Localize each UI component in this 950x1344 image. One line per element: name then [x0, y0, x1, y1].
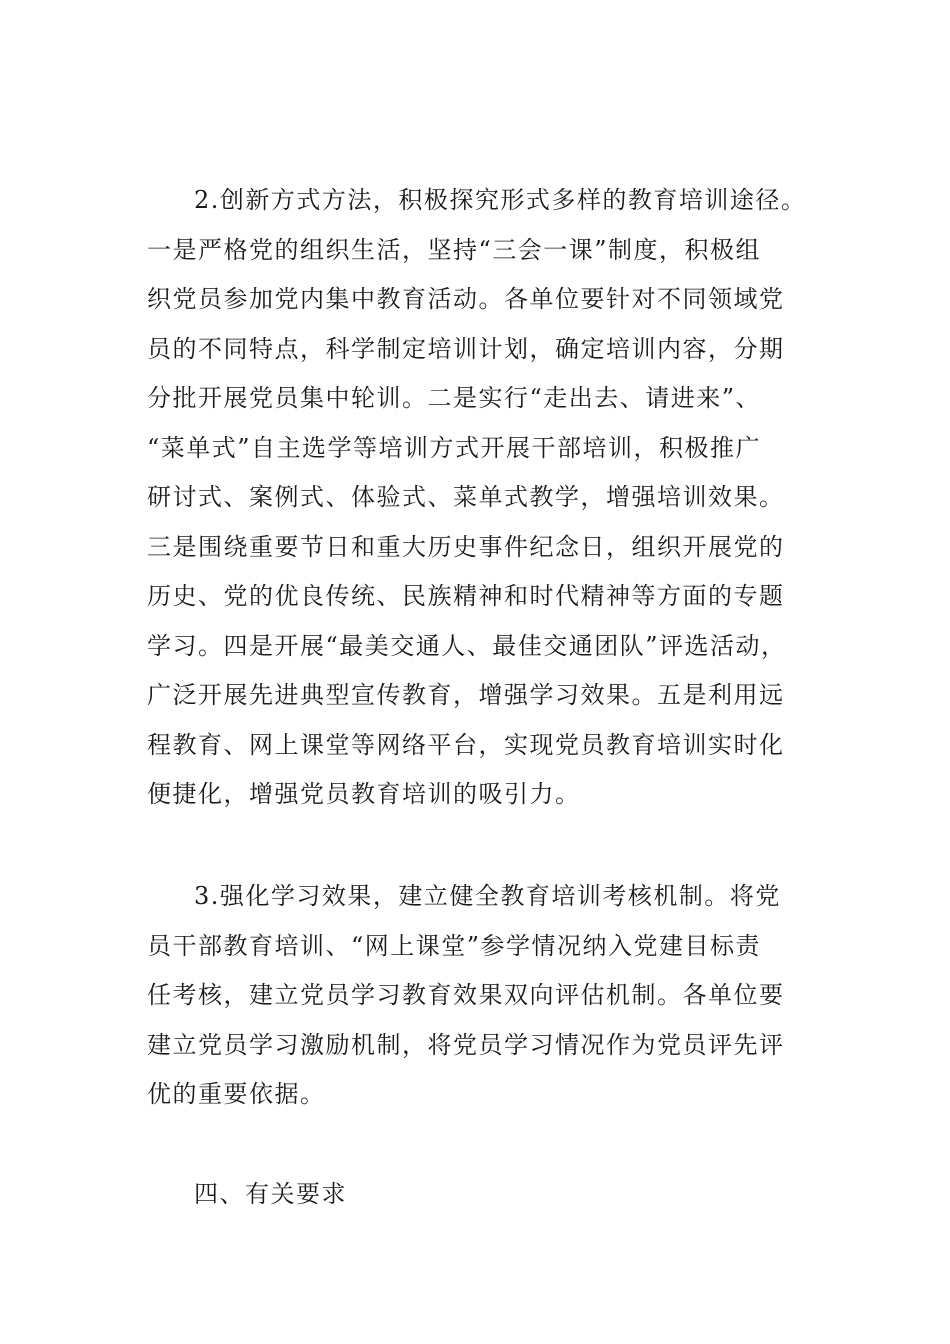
paragraph-line: 广泛开展先进典型宣传教育，增强学习效果。五是利用远	[147, 681, 785, 709]
paragraph-line: 程教育、网上课堂等网络平台，实现党员教育培训实时化	[147, 730, 785, 759]
paragraph-line: 优的重要依据。	[147, 1080, 326, 1108]
paragraph-line: 学习。四是开展“最美交通人、最佳交通团队”评选活动，	[147, 631, 787, 660]
section-heading-requirements	[147, 1170, 827, 1220]
paragraph-line: 历史、党的优良传统、民族精神和时代精神等方面的专题	[147, 582, 785, 610]
paragraph-line: 任考核，建立党员学习教育效果双向评估机制。各单位要	[147, 981, 785, 1009]
paragraph-line: 员的不同特点，科学制定培训计划，确定培训内容，分期	[147, 334, 785, 363]
section-heading: 四、有关要求	[194, 1180, 347, 1208]
paragraph-line: 分批开展党员集中轮训。二是实行“走出去、请进来”、	[147, 384, 762, 412]
paragraph-innovate-methods	[147, 176, 827, 820]
paragraph-line: “菜单式”自主选学等培训方式开展干部培训，积极推广	[147, 433, 762, 462]
paragraph-line: 一是严格党的组织生活，坚持“三会一课”制度，积极组	[147, 235, 762, 264]
paragraph-line: 2.创新方式方法，积极探究形式多样的教育培训途径。	[194, 186, 807, 214]
paragraph-strengthen-learning	[147, 872, 827, 1120]
paragraph-line: 便捷化，增强党员教育培训的吸引力。	[147, 780, 581, 808]
paragraph-line: 研讨式、案例式、体验式、菜单式教学，增强培训效果。	[147, 483, 785, 511]
paragraph-line: 员干部教育培训、“网上课堂”参学情况纳入党建目标责	[147, 931, 762, 960]
paragraph-line: 三是围绕重要节日和重大历史事件纪念日，组织开展党的	[147, 532, 785, 561]
paragraph-line: 建立党员学习激励机制，将党员学习情况作为党员评先评	[147, 1030, 785, 1059]
paragraph-line: 织党员参加党内集中教育活动。各单位要针对不同领域党	[147, 285, 785, 313]
paragraph-line: 3.强化学习效果，建立健全教育培训考核机制。将党	[194, 882, 781, 910]
